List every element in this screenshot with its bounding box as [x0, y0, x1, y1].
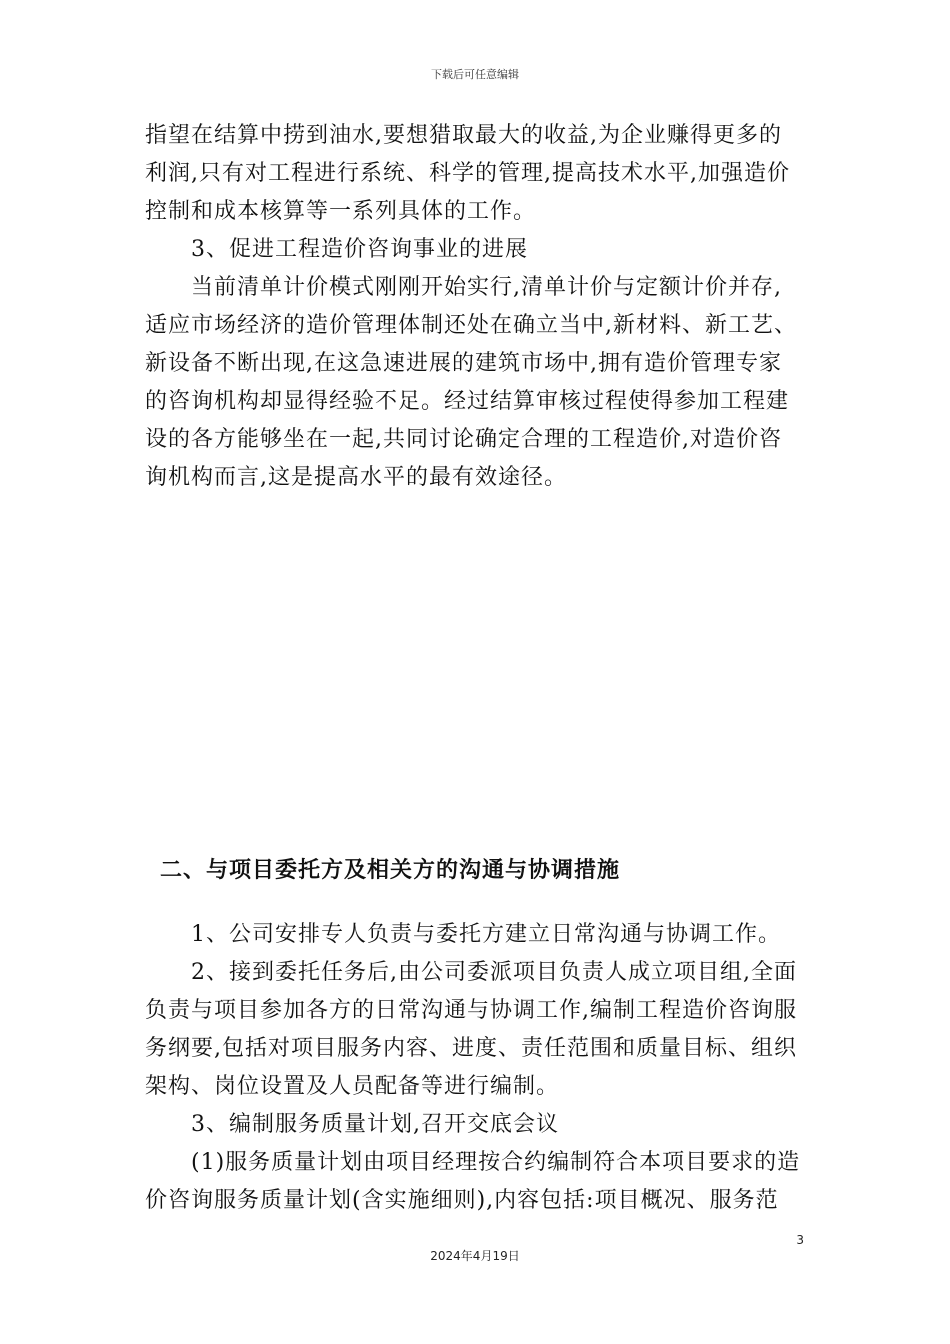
paragraph-line: 架构、岗位设置及人员配备等进行编制。 [145, 1074, 560, 1099]
paragraph-line: 新设备不断出现,在这急速进展的建筑市场中,拥有造价管理专家 [145, 351, 782, 376]
paragraph-line: 当前清单计价模式刚刚开始实行,清单计价与定额计价并存, [191, 275, 782, 300]
subheading-line: 3、促进工程造价咨询事业的进展 [191, 237, 528, 262]
paragraph-line: 的咨询机构却显得经验不足。经过结算审核过程使得参加工程建 [145, 389, 790, 414]
paragraph-line: 1、公司安排专人负责与委托方建立日常沟通与协调工作。 [191, 922, 781, 947]
paragraph-line: 设的各方能够坐在一起,共同讨论确定合理的工程造价,对造价咨 [145, 427, 782, 452]
body-block-bottom [145, 916, 815, 1220]
paragraph-line: 询机构而言,这是提高水平的最有效途径。 [145, 465, 567, 490]
paragraph-line: 控制和成本核算等一系列具体的工作。 [145, 199, 537, 224]
paragraph-line: 适应市场经济的造价管理体制还处在确立当中,新材料、新工艺、 [145, 313, 797, 338]
paragraph-line: 利润,只有对工程进行系统、科学的管理,提高技术水平,加强造价 [145, 161, 790, 186]
paragraph-line: 负责与项目参加各方的日常沟通与协调工作,编制工程造价咨询服 [145, 998, 797, 1023]
paragraph-line: 2、接到委托任务后,由公司委派项目负责人成立项目组,全面 [191, 960, 797, 985]
paragraph-line: (1)服务质量计划由项目经理按合约编制符合本项目要求的造 [191, 1150, 801, 1175]
paragraph-line: 价咨询服务质量计划(含实施细则),内容包括:项目概况、服务范 [145, 1188, 779, 1213]
footer-date: 2024年4月19日 [430, 1249, 520, 1263]
page-number: 3 [796, 1233, 804, 1247]
paragraph-line: 指望在结算中捞到油水,要想猎取最大的收益,为企业赚得更多的 [145, 123, 782, 148]
paragraph-line: 务纲要,包括对项目服务内容、进度、责任范围和质量目标、组织 [145, 1036, 797, 1061]
body-block-top [145, 117, 815, 497]
subheading-line: 3、编制服务质量计划,召开交底会议 [191, 1112, 559, 1137]
section-heading: 二、与项目委托方及相关方的沟通与协调措施 [160, 857, 621, 883]
header-note: 下载后可任意编辑 [431, 68, 519, 81]
